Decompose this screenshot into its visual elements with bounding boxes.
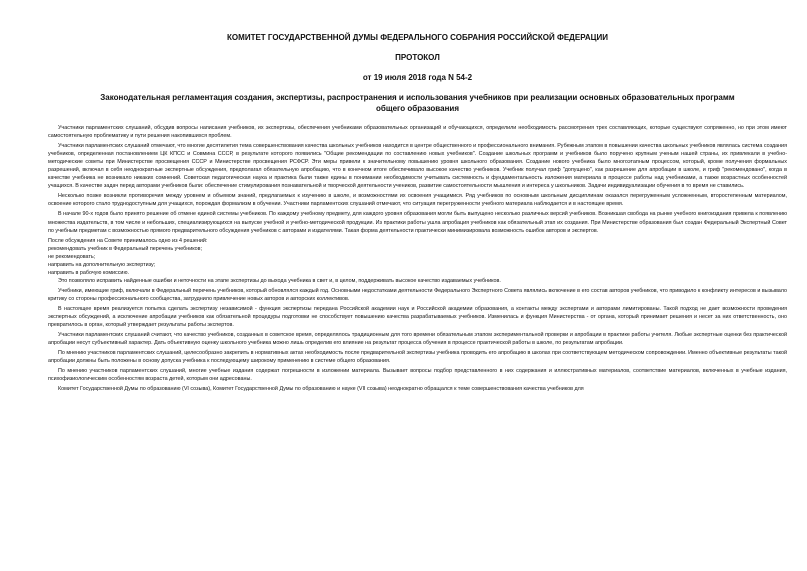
document-type: ПРОТОКОЛ (395, 53, 440, 62)
paragraph: В начале 90-х годов было принято решение об отмене единой системы учебников. По каждому учебному предмету, для каждого уровня образования могли быть выпущено несколько различных версий учебников. Возникшая свобода на рынке учебного книгоиздания привела к появлению множества издательств, в том числе и небольших, специализирующихся на выпуске учебной и учебно-методической продукции. Из практики работы ушла апробация учебников как обязательный этап их создания. При Министерстве образования был создан Федеральный Экспертный Совет по учебным предметам с возможностью прямого предварительного обсуждения учебников с авторами и издателями. Такая форма деятельности практически минимизировала возможность ошибок авторов и экспертов. (48, 211, 787, 234)
paragraph: Учебники, имеющие гриф, включали в Федеральный перечень учебников, который обновлялся каждый год. Основными недостатками деятельности Федерального Экспертного Совета являлись включение в его состав авторов учебников, что приводило к конфликту интересов и вызывало критику со стороны профессионального сообщества, затруднило привлечение новых авторов и авторских коллективов. (48, 287, 787, 302)
paragraph: По мнению участников парламентских слушаний, многие учебные издания содержат погрешности в изложении материала. Вызывает вопросы подбор представленного в них содержания и иллюстративных материалов, соответствие материалов, включенных в учебные издания, психофизиологическим особенностям возраста детей, которым они адресованы. (48, 368, 787, 383)
document-body (48, 124, 787, 393)
list-intro: После обсуждения на Совете принималось одно из 4 решений: (48, 237, 208, 244)
date-line: от 19 июля 2018 года N 54-2 (362, 73, 473, 82)
paragraph: Участники парламентских слушаний считают, что качество учебников, созданных в советское время, определялось традиционным для того времени обязательным этапом экспериментальной проверки и апробации в практике работы учителя. Любые экспертные оценки без практической апробации несут субъективный характер. Дать объективную оценку школьного учебника можно лишь определив его влияние на результат процесса обучения в процессе практической работы в школе, по результатам апробации. (48, 332, 787, 347)
list-item: направить на дополнительную экспертизу; (48, 261, 156, 268)
list-item: не рекомендовать; (48, 253, 96, 260)
paragraph: Это позволяло исправить найденные ошибки и неточности на этапе экспертизы до выхода учебника в свет и, в целом, поддерживать высокое качество издаваемых учебников. (58, 277, 501, 284)
paragraph: Участники парламентских слушаний отмечают, что многие десятилетия тема совершенствования качества школьных учебников находится в центре общественного и профессионального внимания. Рубежным этапом в повышении качества школьных учебников являлась система создания учебников, определенная постановлением ЦК КПСС и Совмина СССР, в результате которого появились "Общие рекомендации по составлению новых учебников". Создание школьных программ и учебников было поручено крупным ученым нашей страны, их привлекали в учебно-методические советы при Министерстве просвещения СССР и Министерстве просвещения РСФСР. Эти меры привели к значительному повышению уровня школьного образования. Создание нового учебника было многоэтапным процессом, который, кроме получения формальных разрешений, включал в себя неоднократные экспертные обсуждения, предполагал обязательную апробацию, что в конечном итоге обеспечивало высокое качество учебников. Учебник получал гриф "допущено", как разрешение для апробации в школе, и гриф "рекомендовано", когда в качестве учебника не возникало никаких сомнений. Советская педагогическая наука и практика были также едины в понимании необходимости учитывать системность и фундаментальность изложения материала в процессе работы над учебниками, а также возрастных особенностей учащихся. В качестве задач перед авторами учебников были: обеспечение стимулирования познавательной и творческой деятельности учеников, развитие самостоятельности мышления и интереса у школьников. Задачи индивидуализации обучения в то время не ставились. (48, 143, 787, 190)
list-item: рекомендовать учебник в Федеральный перечень учебников; (48, 245, 202, 252)
paragraph: В настоящее время реализуется попытка сделать экспертизу независимой - функция экспертизы передана Российской академии наук и Российской академии образования, а контакты между экспертами и авторами лимитированы. Такой подход не дает возможности проведения экспертных обсуждений, а исключение апробации учебников как обязательной процедуры подготовки не способствует повышению качества разрабатываемых учебников. Изменилась и функция Министерства - от органа, который принимает решения и несет за них ответственность, оно превратилось в орган, который утверждает результаты работы экспертов. (48, 305, 787, 329)
paragraph: По мнению участников парламентских слушаний, целесообразно закрепить в нормативных актах необходимость после предварительной экспертизы учебника проводить его апробацию в школах при соответствующем методическом сопровождении. Именно объективные результаты такой апробации должны быть положены в основу допуска учебника к последующему широкому применению в системе общего образования. (48, 350, 787, 365)
committee-heading: КОМИТЕТ ГОСУДАРСТВЕННОЙ ДУМЫ ФЕДЕРАЛЬНОГО СОБРАНИЯ РОССИЙСКОЙ ФЕДЕРАЦИИ (227, 33, 608, 42)
paragraph: Участники парламентских слушаний, обсудив вопросы написания учебников, их экспертизы, обеспечения учебниками образовательных организаций и обучающихся, определили необходимость рассмотрения трех составляющих, которые существуют сопряженно, но при этом имеют самостоятельную проблематику и пути решения накопившихся проблем. (48, 125, 787, 140)
list-item: направить в рабочую комиссию. (48, 269, 129, 276)
paragraph: Комитет Государственной Думы по образованию (VI созыва), Комитет Государственной Думы по образованию и науке (VII созыва) неоднократно обращался к теме совершенствования качества учебников для (58, 386, 584, 393)
paragraph: Несколько позже возникли противоречия между уровнем и объемом знаний, предлагаемых к изучению в школе, и возможностями их освоения учащимися. Ряд учебников по основным школьным дисциплинам оказался перегруженным усложненным, второстепенным материалом, освоение которого стало труднодоступным для учащихся, порождая формализм в обучении. Участники парламентских слушаний отмечают, что ситуация перегруженности учебного материала наблюдается и в настоящее время. (48, 193, 787, 208)
document-title: Законодательная регламентация создания, экспертизы, распространения и использования учебников при реализации основных образовательных программ общего образования (100, 93, 735, 113)
